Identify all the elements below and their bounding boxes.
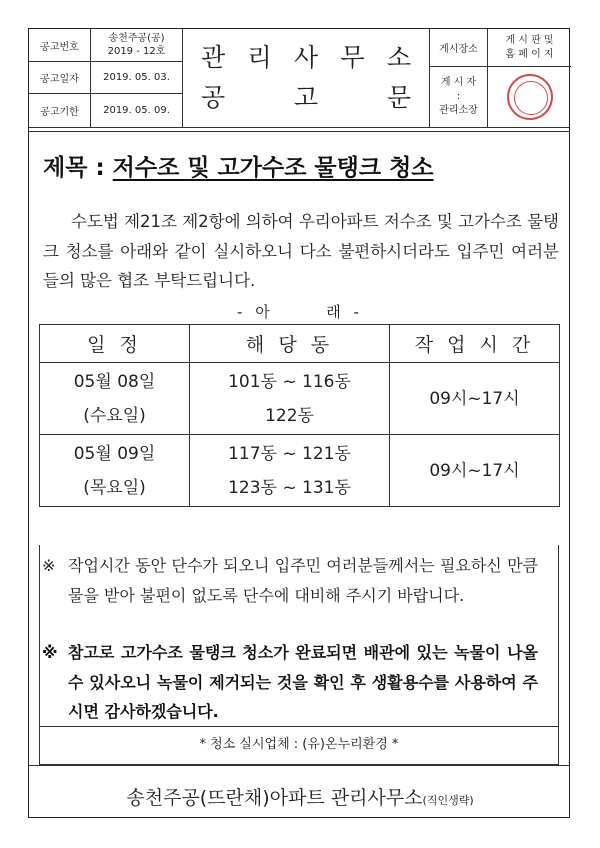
note-mark: ※ <box>42 643 58 662</box>
note-item-bold <box>42 638 538 727</box>
footer <box>29 783 571 810</box>
notice-no-value <box>91 29 183 62</box>
page-title <box>183 29 430 127</box>
footer-seal-omitted: (직인생략) <box>422 794 474 807</box>
seal-cell <box>488 67 571 127</box>
notice-date-value: 2019. 05. 03. <box>91 62 183 94</box>
notice-no-value-1: 송천주공(공) <box>108 33 165 44</box>
header-divider <box>29 127 569 132</box>
vendor-line: * 청소 실시업체 : (유)온누리환경 * <box>39 727 559 765</box>
notes-box <box>39 545 559 727</box>
notice-no-value-2: 2019 - 12호 <box>107 46 166 57</box>
header-date: 일 정 <box>40 325 190 363</box>
poster-label-3: 관리소장 <box>439 105 478 116</box>
row-date: 05월 08일 (수요일) <box>40 363 190 435</box>
row-time: 09시~17시 <box>390 363 560 435</box>
poster-label-2: : <box>456 91 461 102</box>
header-time: 작 업 시 간 <box>390 325 560 363</box>
title-char: 문 <box>386 83 411 112</box>
note-item <box>42 551 538 610</box>
row-buildings: 117동 ~ 121동 123동 ~ 131동 <box>190 435 390 507</box>
official-seal <box>507 74 553 120</box>
post-place-value <box>488 29 571 67</box>
table-row <box>40 435 560 507</box>
deadline-label: 공고기한 <box>29 94 91 127</box>
table-row <box>40 363 560 435</box>
subject-prefix: 제목 : <box>43 155 113 181</box>
row-time: 09시~17시 <box>390 435 560 507</box>
title-char: 고 <box>293 83 319 112</box>
note-text: 작업시간 동안 단수가 되오니 입주민 여러분들께서는 필요하신 만큼 물을 받아 불편이 없도록 단수에 대비해 주시기 바랍니다. <box>68 556 538 605</box>
notice-date-label: 공고일자 <box>29 62 91 94</box>
row-buildings: 101동 ~ 116동 122동 <box>190 363 390 435</box>
note-mark: ※ <box>42 556 56 575</box>
title-line-1 <box>201 38 411 78</box>
notice-body: 수도법 제21조 제2항에 의하여 우리아파트 저수조 및 고가수조 물탱크 청소를 아래와 같이 실시하오니 다소 불편하시더라도 입주민 여러분들의 많은 협조 부탁드립니다. <box>43 212 559 290</box>
title-char: 공 <box>201 83 226 112</box>
title-char: 리 <box>247 43 272 72</box>
title-char: 소 <box>386 43 411 72</box>
header-buildings: 해 당 동 <box>190 325 390 363</box>
title-char: 사 <box>293 43 319 72</box>
deadline-value: 2019. 05. 09. <box>91 94 183 127</box>
notice-header <box>29 29 571 127</box>
title-char: 무 <box>340 43 365 72</box>
subject-line <box>43 149 434 182</box>
post-place-label: 게시장소 <box>430 29 488 67</box>
post-place-value-2: 홈 페 이 지 <box>505 48 554 60</box>
schedule-header-row <box>40 325 560 363</box>
notice-no-label: 공고번호 <box>29 29 91 62</box>
below-heading: - 아 래 - <box>237 303 363 321</box>
title-char: 관 <box>201 43 226 72</box>
poster-label-1: 게 시 자 <box>440 77 477 88</box>
row-date: 05월 09일 (목요일) <box>40 435 190 507</box>
title-line-2 <box>201 78 411 118</box>
poster-label <box>430 67 488 127</box>
footer-issuer: 송천주공(뜨란채)아파트 관리사무소 <box>126 787 423 809</box>
notice-frame <box>28 28 570 818</box>
subject-title: 저수조 및 고가수조 물탱크 청소 <box>112 155 434 181</box>
note-text: 참고로 고가수조 물탱크 청소가 완료되면 배관에 있는 녹물이 나올 수 있사오니 녹물이 제거되는 것을 확인 후 생활용수를 사용하여 주시면 감사하겠습니다. <box>68 643 538 721</box>
footer-divider <box>29 765 569 766</box>
post-place-value-1: 게 시 판 및 <box>505 34 554 46</box>
schedule-table <box>39 324 560 507</box>
